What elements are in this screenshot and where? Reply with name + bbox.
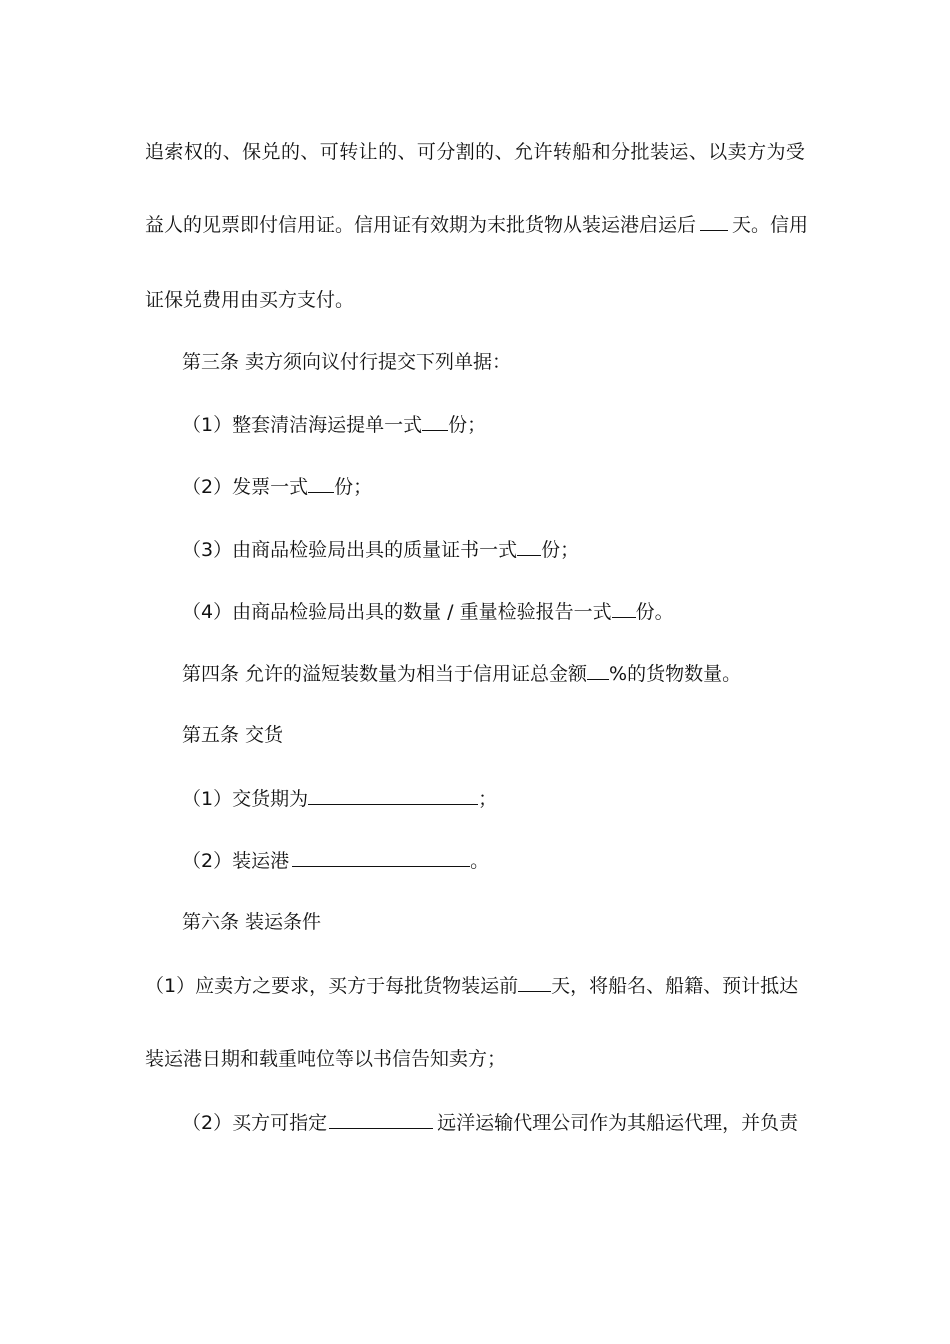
para1-line1-char: 、 [688, 141, 708, 163]
para1-line1-char: 为 [766, 141, 786, 163]
article3-item4-text: （4）由商品检验局出具的数量 / 重量检验报告一式 [182, 601, 612, 623]
para1-line1-char: 方 [747, 141, 767, 163]
para1-line1-char: 卖 [727, 141, 747, 163]
para1-line1-char: 装 [649, 141, 669, 163]
para1-line1-char: 索 [164, 141, 184, 163]
para1-line1-char: 、 [222, 141, 242, 163]
article5-item2-suffix: 。 [470, 850, 490, 872]
para1-line1-char: 权 [183, 141, 203, 163]
delivery-date-blank[interactable] [308, 786, 478, 805]
para1-line1-char: 追 [145, 141, 165, 163]
article3-item1 [182, 412, 486, 437]
para1-line1-char: 船 [572, 141, 592, 163]
para1-line1-char: 保 [242, 141, 262, 163]
article4-suffix: %的货物数量。 [609, 663, 742, 685]
article6-item1-text: （1）应卖方之要求，买方于每批货物装运前 [145, 975, 519, 997]
para1-line1-char: 可 [416, 141, 436, 163]
para1-line1-char: 的 [378, 141, 398, 163]
para1-line1-char: 转 [339, 141, 359, 163]
article6-item1-suffix: 天，将船名、船籍、预计抵达 [551, 975, 799, 997]
para1-line1-char: 许 [533, 141, 553, 163]
article4-text: 第四条 允许的溢短装数量为相当于信用证总金额 [182, 663, 588, 685]
article5-title: 第五条 交货 [182, 724, 284, 746]
copies-blank-2[interactable] [308, 474, 334, 493]
para1-line2 [145, 212, 808, 237]
percent-blank[interactable] [587, 661, 609, 680]
article6-item2-suffix: 远洋运输代理公司作为其船运代理，并负责 [437, 1112, 799, 1134]
article6-item2-text: （2）买方可指定 [182, 1112, 328, 1134]
article3-item3-suffix: 份； [541, 539, 580, 561]
para1-line1-char: 允 [514, 141, 534, 163]
notice-days-blank[interactable] [518, 973, 551, 992]
para1-line1-char: 以 [708, 141, 728, 163]
article5-item1-suffix: ； [478, 788, 498, 810]
para1-line1-char: 受 [785, 141, 805, 163]
article6-title: 第六条 装运条件 [182, 911, 322, 933]
article3-item3-text: （3）由商品检验局出具的质量证书一式 [182, 539, 518, 561]
para1-line1-char: 批 [630, 141, 650, 163]
article3-item2-suffix: 份； [334, 476, 373, 498]
para1-line1-char: 分 [611, 141, 631, 163]
article5-item2-text: （2）装运港 [182, 850, 290, 872]
copies-blank-3[interactable] [517, 537, 541, 556]
article3-item2 [182, 474, 372, 499]
para1-line1-char: 和 [591, 141, 611, 163]
article6-item2 [182, 1110, 798, 1135]
para1-line1-char: 兑 [261, 141, 281, 163]
article3-item3 [182, 537, 579, 562]
article3-item4-suffix: 份。 [635, 601, 674, 623]
article6-item1-line2: 装运港日期和载重吨位等以书信告知卖方； [145, 1048, 507, 1070]
article3-title: 第三条 卖方须向议付行提交下列单据： [182, 351, 512, 373]
para1-line1-char: 、 [397, 141, 417, 163]
copies-blank-4[interactable] [612, 599, 636, 618]
para1-line3: 证保兑费用由买方支付。 [145, 289, 355, 311]
article3-item1-text: （1）整套清洁海运提单一式 [182, 414, 423, 436]
para1-line1-char: 、 [494, 141, 514, 163]
para1-line1-char: 割 [455, 141, 475, 163]
article4 [182, 661, 741, 686]
days-blank[interactable] [700, 212, 728, 231]
article5-item1-text: （1）交货期为 [182, 788, 309, 810]
loading-port-blank[interactable] [292, 848, 470, 867]
copies-blank-1[interactable] [422, 412, 448, 431]
para1-line1-char: 的 [203, 141, 223, 163]
article5-item1 [182, 786, 497, 811]
para1-line1-char: 分 [436, 141, 456, 163]
article5-item2 [182, 848, 489, 873]
para1-line1-char: 可 [319, 141, 339, 163]
agent-name-blank[interactable] [329, 1110, 433, 1129]
article3-item2-text: （2）发票一式 [182, 476, 309, 498]
para1-line2-text-b: 天。信用 [732, 214, 809, 236]
para1-line1-char: 、 [300, 141, 320, 163]
para1-line1-char: 的 [280, 141, 300, 163]
para1-line1-char: 让 [358, 141, 378, 163]
article3-item4 [182, 599, 674, 624]
para1-line1-char: 运 [669, 141, 689, 163]
article3-item1-suffix: 份； [448, 414, 487, 436]
para1-line2-text-a: 益人的见票即付信用证。信用证有效期为末批货物从装运港启运后 [145, 214, 697, 236]
para1-line1 [145, 140, 805, 164]
para1-line1-char: 转 [552, 141, 572, 163]
article6-item1 [145, 973, 798, 998]
para1-line1-char: 的 [475, 141, 495, 163]
